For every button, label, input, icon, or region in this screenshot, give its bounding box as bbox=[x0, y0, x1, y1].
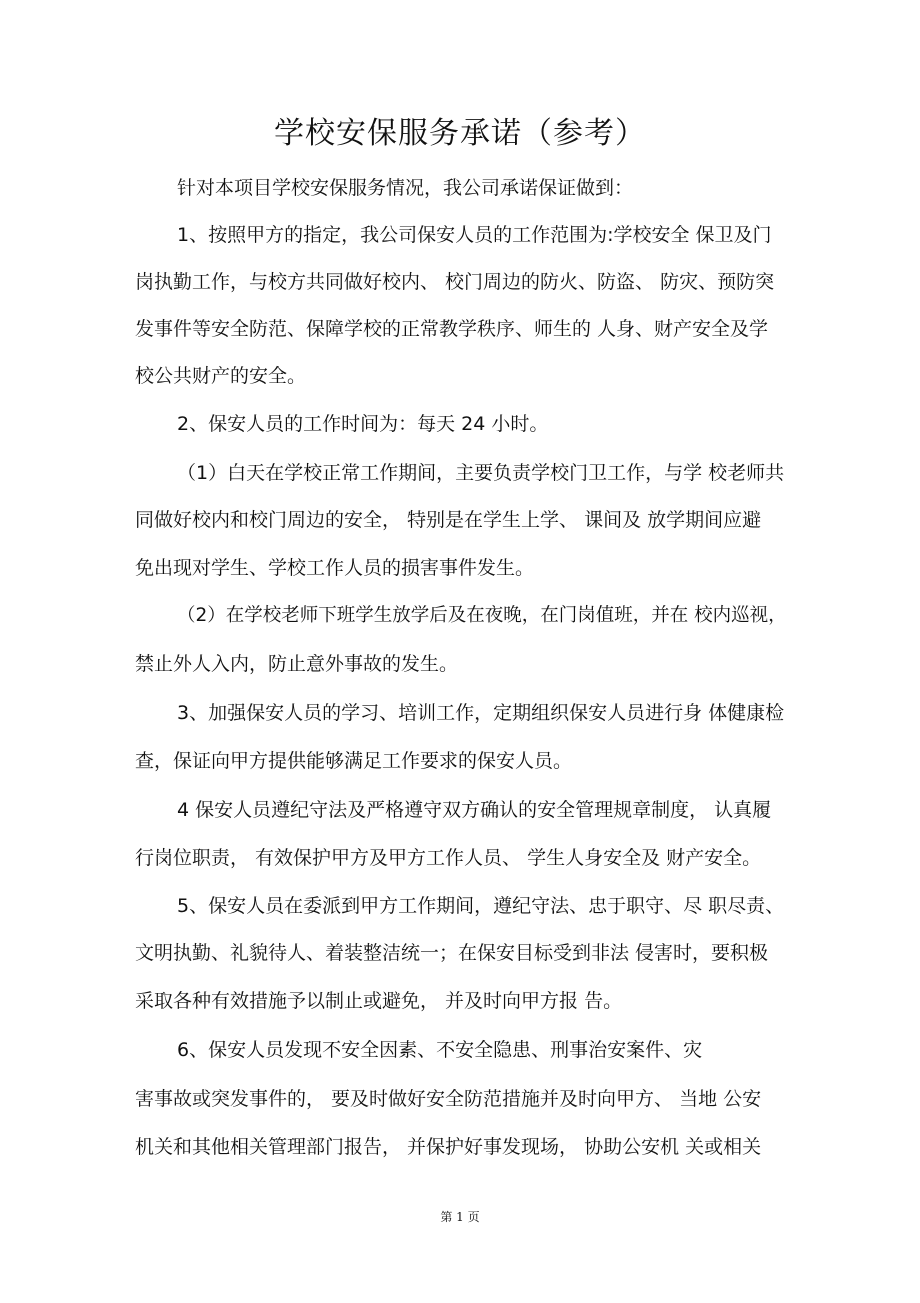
paragraph-line-2-1b: 同做好校内和校门周边的安全， 特别是在学生上学、 课间及 放学期间应避 bbox=[135, 509, 762, 531]
paragraph-line-5a: 5、保安人员在委派到甲方工作期间，遵纪守法、忠于职守、尽 职尽责、 bbox=[177, 895, 785, 917]
paragraph-line-6a: 6、保安人员发现不安全因素、不安全隐患、刑事治安案件、灾 bbox=[177, 1039, 703, 1061]
paragraph-line-intro: 针对本项目学校安保服务情况，我公司承诺保证做到： bbox=[177, 177, 634, 199]
paragraph-line-2-1c: 免出现对学生、学校工作人员的损害事件发生。 bbox=[135, 557, 535, 579]
paragraph-line-1d: 校公共财产的安全。 bbox=[135, 365, 307, 387]
paragraph-line-2-1a: （1）白天在学校正常工作期间，主要负责学校门卫工作，与学 校老师共 bbox=[177, 462, 785, 484]
paragraph-line-2-2a: （2）在学校老师下班学生放学后及在夜晚，在门岗值班，并在 校内巡视， bbox=[177, 605, 787, 626]
paragraph-line-5b: 文明执勤、礼貌待人、着装整洁统一；在保安目标受到非法 侵害时，要积极 bbox=[135, 942, 769, 964]
document-title: 学校安保服务承诺（参考） bbox=[274, 116, 646, 151]
paragraph-line-6c: 机关和其他相关管理部门报告， 并保护好事发现场， 协助公安机 关或相关 bbox=[135, 1136, 762, 1158]
paragraph-line-2-2b: 禁止外人入内，防止意外事故的发生。 bbox=[135, 653, 459, 675]
paragraph-line-1b: 岗执勤工作，与校方共同做好校内、 校门周边的防火、防盗、 防灾、预防突 bbox=[135, 271, 775, 293]
paragraph-line-2: 2、保安人员的工作时间为：每天 24 小时。 bbox=[177, 413, 549, 435]
paragraph-line-1c: 发事件等安全防范、保障学校的正常教学秩序、师生的 人身、财产安全及学 bbox=[135, 318, 769, 340]
paragraph-line-1a: 1、按照甲方的指定，我公司保安人员的工作范围为:学校安全 保卫及门 bbox=[177, 224, 772, 246]
paragraph-line-3a: 3、加强保安人员的学习、培训工作，定期组织保安人员进行身 体健康检 bbox=[177, 702, 785, 724]
paragraph-line-4a: 4 保安人员遵纪守法及严格遵守双方确认的安全管理规章制度， 认真履 bbox=[177, 799, 772, 821]
paragraph-line-3b: 查，保证向甲方提供能够满足工作要求的保安人员。 bbox=[135, 750, 573, 772]
paragraph-line-4b: 行岗位职责， 有效保护甲方及甲方工作人员、 学生人身安全及 财产安全。 bbox=[135, 847, 762, 869]
paragraph-line-6b: 害事故或突发事件的， 要及时做好安全防范措施并及时向甲方、 当地 公安 bbox=[135, 1088, 762, 1110]
page-number: 第 1 页 bbox=[440, 1210, 480, 1224]
paragraph-line-5c: 采取各种有效措施予以制止或避免， 并及时向甲方报 告。 bbox=[135, 990, 623, 1012]
